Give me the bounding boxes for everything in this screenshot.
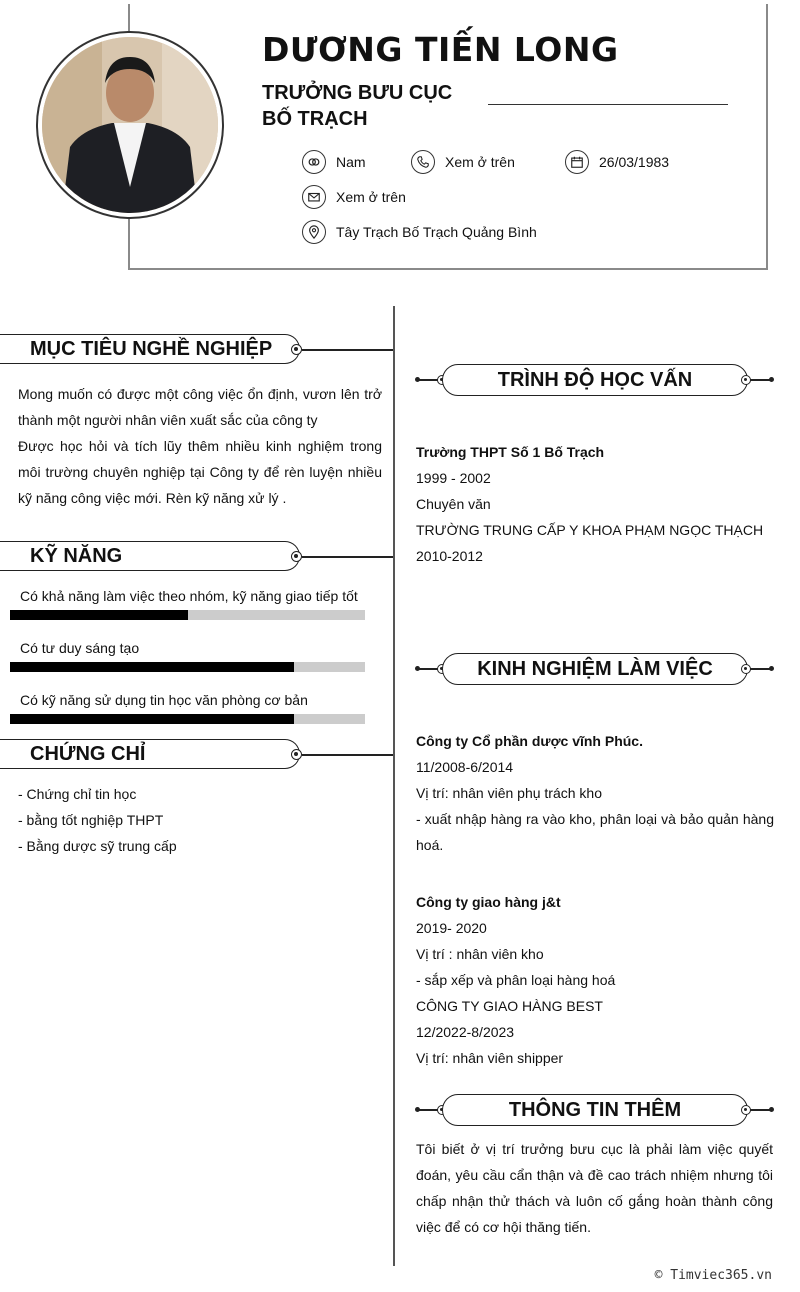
list-item: - Chứng chỉ tin học [18, 786, 137, 802]
education-heading: TRÌNH ĐỘ HỌC VẤN [442, 364, 748, 396]
list-item: - bằng tốt nghiệp THPT [18, 812, 164, 828]
candidate-name: DƯƠNG TIẾN LONG [262, 30, 619, 69]
heading-dot-icon [291, 749, 302, 760]
birthday-value: 26/03/1983 [599, 154, 670, 170]
job-entry: Công ty giao hàng j&t 2019- 2020 Vị trí : nhân viên kho - sắp xếp và phân loại hàng hoá CÔNG TY GIAO HÀNG BEST 12/2022-8/2023 Vị trí: nhân viên shipper [416, 889, 774, 1071]
certificates-list [18, 781, 177, 859]
footer-credit[interactable]: © Timviec365.vn [654, 1268, 772, 1283]
company-name: Công ty Cổ phần dược vĩnh Phúc. [416, 733, 643, 749]
heading-dot-icon [291, 551, 302, 562]
avatar [42, 37, 218, 213]
skill-bar-track [10, 714, 365, 724]
career-goal-text: Mong muốn có được một công việc ổn định, vươn lên trở thành một người nhân viên xuất sắc của công ty Được học hỏi và tích lũy thêm nhiều kinh nghiệm trong môi trường chuyên nghiệp tại Công ty để rèn luyện nhiều kỹ năng công việc mới. Rèn kỹ năng xử lý . [18, 386, 382, 506]
school-name: Trường THPT Số 1 Bố Trạch [416, 444, 605, 460]
address-row [302, 220, 537, 244]
heading-connector [302, 556, 393, 558]
skills-heading: KỸ NĂNG [0, 541, 300, 571]
skill-label: Có tư duy sáng tạo [20, 640, 140, 656]
title-underline [488, 104, 728, 105]
skill-bar-fill [10, 610, 188, 620]
skill-bar-track [10, 662, 365, 672]
extra-info-heading: THÔNG TIN THÊM [442, 1094, 748, 1126]
experience-heading: KINH NGHIỆM LÀM VIỆC [442, 653, 748, 685]
birthday-row [565, 150, 669, 174]
skill-bar-fill [10, 662, 294, 672]
gender-value: Nam [336, 154, 366, 170]
heading-end-dot-icon [769, 377, 774, 382]
heading-end-dot-icon [769, 666, 774, 671]
gender-row [302, 150, 366, 174]
heading-connector [302, 754, 393, 756]
skill-bar-fill [10, 714, 294, 724]
job-entry: Công ty Cổ phần dược vĩnh Phúc. 11/2008-6/2014 Vị trí: nhân viên phụ trách kho - xuất nhập hàng ra vào kho, phân loại và bảo quản hàng hoá. [416, 728, 774, 858]
skill-label: Có kỹ năng sử dụng tin học văn phòng cơ bản [20, 692, 308, 708]
education-entry: Trường THPT Số 1 Bố Trạch 1999 - 2002 Chuyên văn TRƯỜNG TRUNG CẤP Y KHOA PHẠM NGỌC THẠCH 2010-2012 [416, 439, 763, 569]
phone-value: Xem ở trên [445, 154, 515, 170]
heading-connector [302, 349, 393, 351]
address-value: Tây Trạch Bố Trạch Quảng Bình [336, 224, 537, 240]
email-row [302, 185, 406, 209]
candidate-title: TRƯỞNG BƯU CỤC BỐ TRẠCH [262, 82, 453, 130]
career-goal-heading: MỤC TIÊU NGHỀ NGHIỆP [0, 334, 300, 364]
certificates-heading: CHỨNG CHỈ [0, 739, 300, 769]
skill-label: Có khả năng làm việc theo nhóm, kỹ năng giao tiếp tốt [20, 588, 358, 604]
location-pin-icon [302, 220, 326, 244]
calendar-icon [565, 150, 589, 174]
heading-dot-icon [291, 344, 302, 355]
phone-row [411, 150, 515, 174]
company-name: Công ty giao hàng j&t [416, 894, 561, 910]
heading-end-dot-icon [769, 1107, 774, 1112]
column-divider [393, 306, 395, 1266]
extra-info-text: Tôi biết ở vị trí trưởng bưu cục là phải làm việc quyết đoán, yêu cầu cẩn thận và đề cao trách nhiệm nhưng tôi chấp nhận thử thách và luôn cố gắng hoàn thành công việc để có cơ hội thăng tiến. [416, 1141, 773, 1235]
list-item: - Bằng dược sỹ trung cấp [18, 838, 177, 854]
profile-photo [42, 37, 218, 213]
skill-bar-track [10, 610, 365, 620]
phone-icon [411, 150, 435, 174]
gender-icon [302, 150, 326, 174]
mail-icon [302, 185, 326, 209]
email-value: Xem ở trên [336, 189, 406, 205]
